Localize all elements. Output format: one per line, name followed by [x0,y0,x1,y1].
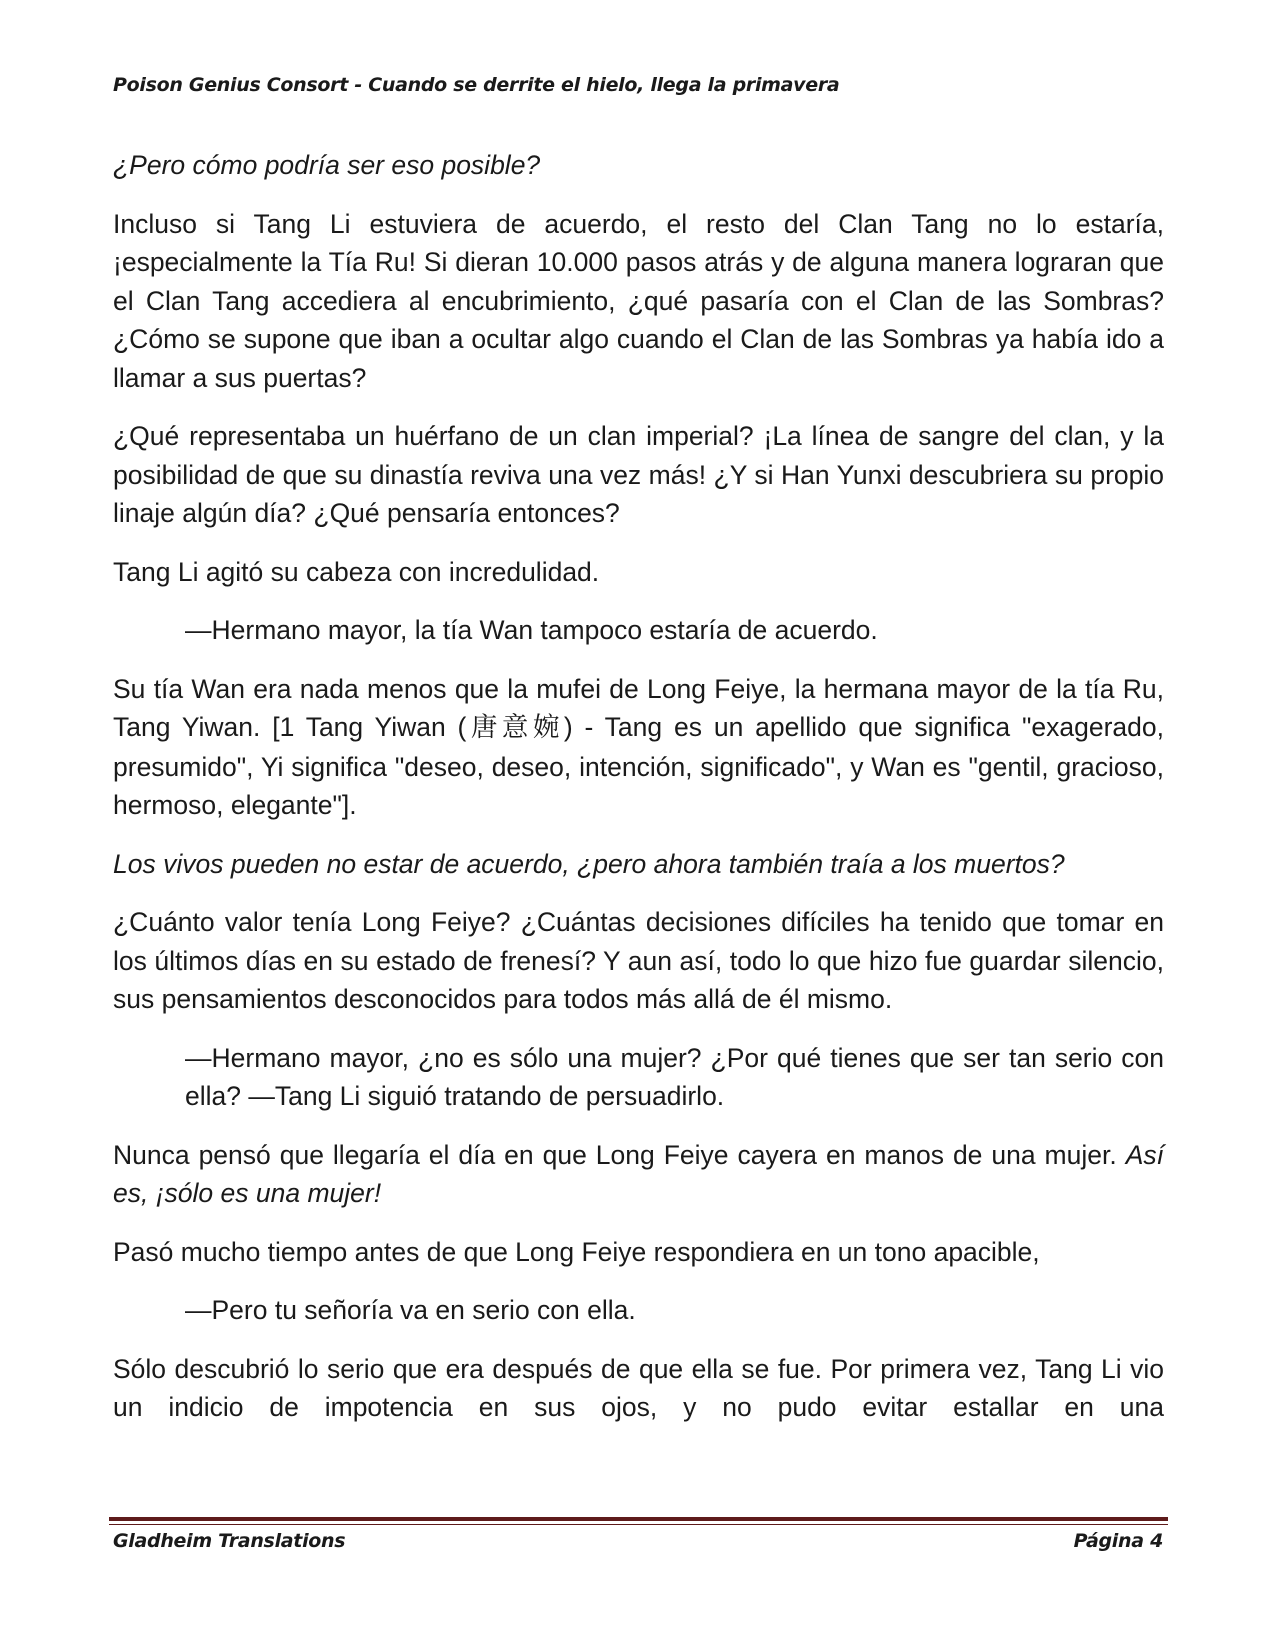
paragraph-7: Los vivos pueden no estar de acuerdo, ¿pero ahora también traía a los muertos? [113,848,1065,879]
footer-publisher: Gladheim Translations [113,1530,346,1552]
paragraph-6 [113,670,1164,825]
paragraph-8: ¿Cuánto valor tenía Long Feiye? ¿Cuántas decisiones difíciles ha tenido que tomar en los últimos días en su estado de frenesí? Y aun así, todo lo que hizo fue guardar silencio, sus pensamientos desconocidos para todos más allá de él mismo. [113,907,1164,1014]
paragraph-10-italic: Así es, ¡sólo es una mujer! [113,1139,1164,1208]
paragraph-13: Sólo descubrió lo serio que era después de que ella se fue. Por primera vez, Tang Li vio un indicio de impotencia en sus ojos, y no pudo evitar estallar en una [113,1353,1164,1422]
paragraph-10 [113,1136,1164,1213]
paragraph-4: Tang Li agitó su cabeza con incredulidad. [113,556,600,587]
footer-rule-thin [109,1524,1168,1525]
footer-rule-thick [109,1517,1168,1521]
page-header-title: Poison Genius Consort - Cuando se derrite el hielo, llega la primavera [113,74,840,96]
paragraph-10-text: Nunca pensó que llegaría el día en que Long Feiye cayera en manos de una mujer. [113,1139,1126,1170]
dialogue-3: —Pero tu señoría va en serio con ella. [185,1295,636,1325]
paragraph-2: Incluso si Tang Li estuviera de acuerdo, el resto del Clan Tang no lo estaría, ¡especialmente la Tía Ru! Si dieran 10.000 pasos atrás y de alguna manera lograran que el Clan Tang accediera al encubrimiento, ¿qué pasaría con el Clan de las Sombras? ¿Cómo se supone que iban a ocultar algo cuando el Clan de las Sombras ya había ido a llamar a sus puertas? [113,208,1164,393]
paragraph-1: ¿Pero cómo podría ser eso posible? [113,150,541,180]
paragraph-3: ¿Qué representaba un huérfano de un clan imperial? ¡La línea de sangre del clan, y la posibilidad de que su dinastía reviva una vez más! ¿Y si Han Yunxi descubriera su propio linaje algún día? ¿Qué pensaría entonces? [113,421,1164,528]
footer-page-number: Página 4 [1073,1530,1163,1552]
dialogue-1: —Hermano mayor, la tía Wan tampoco estaría de acuerdo. [185,615,878,645]
document-body [113,146,1164,1447]
dialogue-2: —Hermano mayor, ¿no es sólo una mujer? ¿Por qué tienes que ser tan serio con ella? —Tang Li siguió tratando de persuadirlo. [185,1042,1164,1111]
paragraph-6-text-b: ) - Tang es un apellido que significa "exagerado, presumido", Yi significa "deseo, deseo, intención, significado", y Wan es "gentil, gracioso, hermoso, elegante"]. [113,712,1164,820]
paragraph-11: Pasó mucho tiempo antes de que Long Feiye respondiera en un tono apacible, [113,1236,1040,1267]
paragraph-6-text-a: Su tía Wan era nada menos que la mufei de Long Feiye, la hermana mayor de la tía Ru, Tang Yiwan. [1 Tang Yiwan ( [113,673,1164,742]
chinese-characters: 唐意婉 [466,712,564,743]
